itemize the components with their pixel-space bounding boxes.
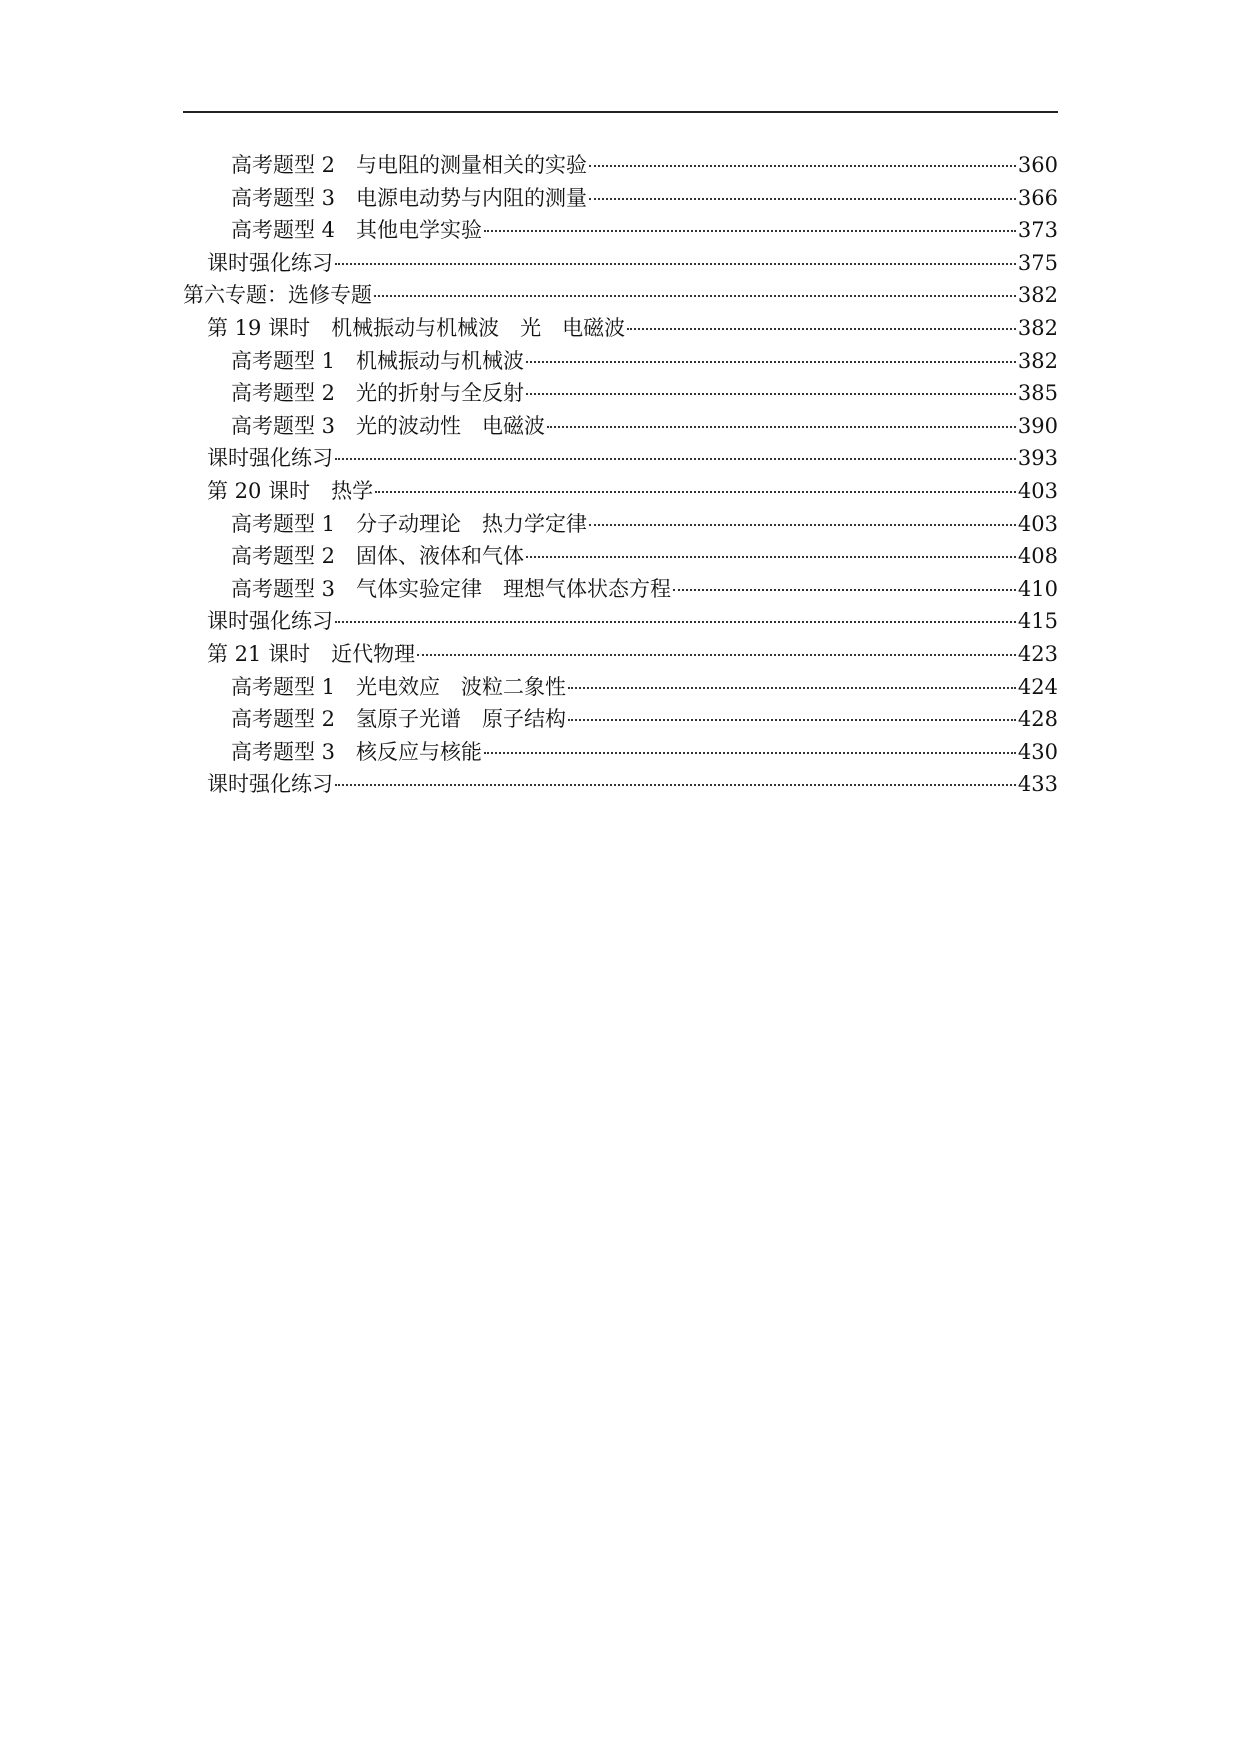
toc-page-number: 423 — [1017, 641, 1058, 666]
toc-dot-leader — [375, 491, 1016, 493]
toc-entry[interactable] — [183, 638, 1058, 671]
toc-entry-title: 高考题型 1 分子动理论 热力学定律 — [231, 511, 588, 536]
toc-dot-leader — [589, 165, 1016, 167]
toc-entry[interactable] — [183, 279, 1058, 312]
toc-entry-title: 第 21 课时 近代物理 — [207, 641, 416, 666]
toc-entry[interactable] — [183, 540, 1058, 573]
toc-page-number: 366 — [1017, 185, 1058, 210]
toc-entry-title: 高考题型 3 光的波动性 电磁波 — [231, 413, 546, 438]
toc-dot-leader — [374, 295, 1016, 297]
toc-entry[interactable] — [183, 214, 1058, 247]
toc-entry-title: 高考题型 2 光的折射与全反射 — [231, 381, 525, 406]
toc-entry[interactable] — [183, 410, 1058, 443]
toc-entry-title: 高考题型 3 气体实验定律 理想气体状态方程 — [231, 576, 672, 601]
toc-entry[interactable] — [183, 736, 1058, 769]
toc-dot-leader — [673, 589, 1016, 591]
toc-entry-title: 高考题型 1 光电效应 波粒二象性 — [231, 674, 567, 699]
toc-entry[interactable] — [183, 149, 1058, 182]
toc-page-number: 390 — [1017, 413, 1058, 438]
toc-page-number: 408 — [1017, 544, 1058, 569]
toc-entry[interactable] — [183, 247, 1058, 280]
toc-entry[interactable] — [183, 475, 1058, 508]
toc-dot-leader — [335, 263, 1016, 265]
toc-entry[interactable] — [183, 671, 1058, 704]
toc-page-number: 428 — [1017, 707, 1058, 732]
toc-dot-leader — [568, 687, 1016, 689]
toc-entry-title: 第 19 课时 机械振动与机械波 光 电磁波 — [207, 315, 626, 340]
toc-entry-title: 高考题型 3 核反应与核能 — [231, 739, 483, 764]
toc-entry[interactable] — [183, 182, 1058, 215]
toc-dot-leader — [526, 556, 1016, 558]
toc-entry-title: 第 20 课时 热学 — [207, 478, 374, 503]
toc-dot-leader — [526, 393, 1016, 395]
toc-page-number: 430 — [1017, 739, 1058, 764]
toc-entry[interactable] — [183, 377, 1058, 410]
toc-page-number: 410 — [1017, 576, 1058, 601]
toc-page-number: 360 — [1017, 153, 1058, 177]
toc-entry[interactable] — [183, 508, 1058, 541]
toc-entry[interactable] — [183, 703, 1058, 736]
toc-entry[interactable] — [183, 312, 1058, 345]
toc-page-number: 375 — [1017, 250, 1058, 275]
toc-page-number: 382 — [1017, 348, 1058, 373]
toc-dot-leader — [589, 524, 1016, 526]
toc-entry-title: 高考题型 2 与电阻的测量相关的实验 — [231, 153, 588, 177]
toc-dot-leader — [335, 621, 1016, 623]
toc-dot-leader — [547, 426, 1016, 428]
toc-page-number: 382 — [1017, 315, 1058, 340]
toc-entry-title: 课时强化练习 — [207, 250, 333, 275]
toc-page-number: 393 — [1017, 446, 1058, 471]
toc-entry-title: 第六专题：选修专题 — [183, 283, 372, 308]
table-of-contents — [183, 149, 1058, 801]
toc-entry-title: 高考题型 2 固体、液体和气体 — [231, 544, 525, 569]
header-rule — [183, 111, 1058, 113]
toc-entry-title: 课时强化练习 — [207, 609, 333, 634]
toc-page-number: 415 — [1017, 609, 1058, 634]
toc-page-number: 403 — [1017, 511, 1058, 536]
toc-entry-title: 高考题型 2 氢原子光谱 原子结构 — [231, 707, 567, 732]
toc-entry-title: 高考题型 3 电源电动势与内阻的测量 — [231, 185, 588, 210]
toc-dot-leader — [417, 654, 1016, 656]
toc-entry[interactable] — [183, 573, 1058, 606]
toc-dot-leader — [589, 198, 1016, 200]
toc-entry-title: 高考题型 1 机械振动与机械波 — [231, 348, 525, 373]
toc-page-number: 385 — [1017, 381, 1058, 406]
toc-page-number: 433 — [1017, 772, 1058, 797]
toc-page-number: 382 — [1017, 283, 1058, 308]
toc-page-number: 424 — [1017, 674, 1058, 699]
toc-entry-title: 课时强化练习 — [207, 772, 333, 797]
toc-dot-leader — [335, 458, 1016, 460]
toc-page-number: 373 — [1017, 218, 1058, 243]
toc-entry[interactable] — [183, 345, 1058, 378]
toc-entry[interactable] — [183, 768, 1058, 801]
toc-entry[interactable] — [183, 605, 1058, 638]
toc-dot-leader — [335, 784, 1016, 786]
toc-page-number: 403 — [1017, 478, 1058, 503]
toc-entry-title: 课时强化练习 — [207, 446, 333, 471]
toc-dot-leader — [627, 328, 1016, 330]
toc-dot-leader — [568, 719, 1016, 721]
toc-dot-leader — [484, 752, 1016, 754]
toc-entry-title: 高考题型 4 其他电学实验 — [231, 218, 483, 243]
toc-dot-leader — [526, 361, 1016, 363]
toc-entry[interactable] — [183, 442, 1058, 475]
toc-dot-leader — [484, 230, 1016, 232]
